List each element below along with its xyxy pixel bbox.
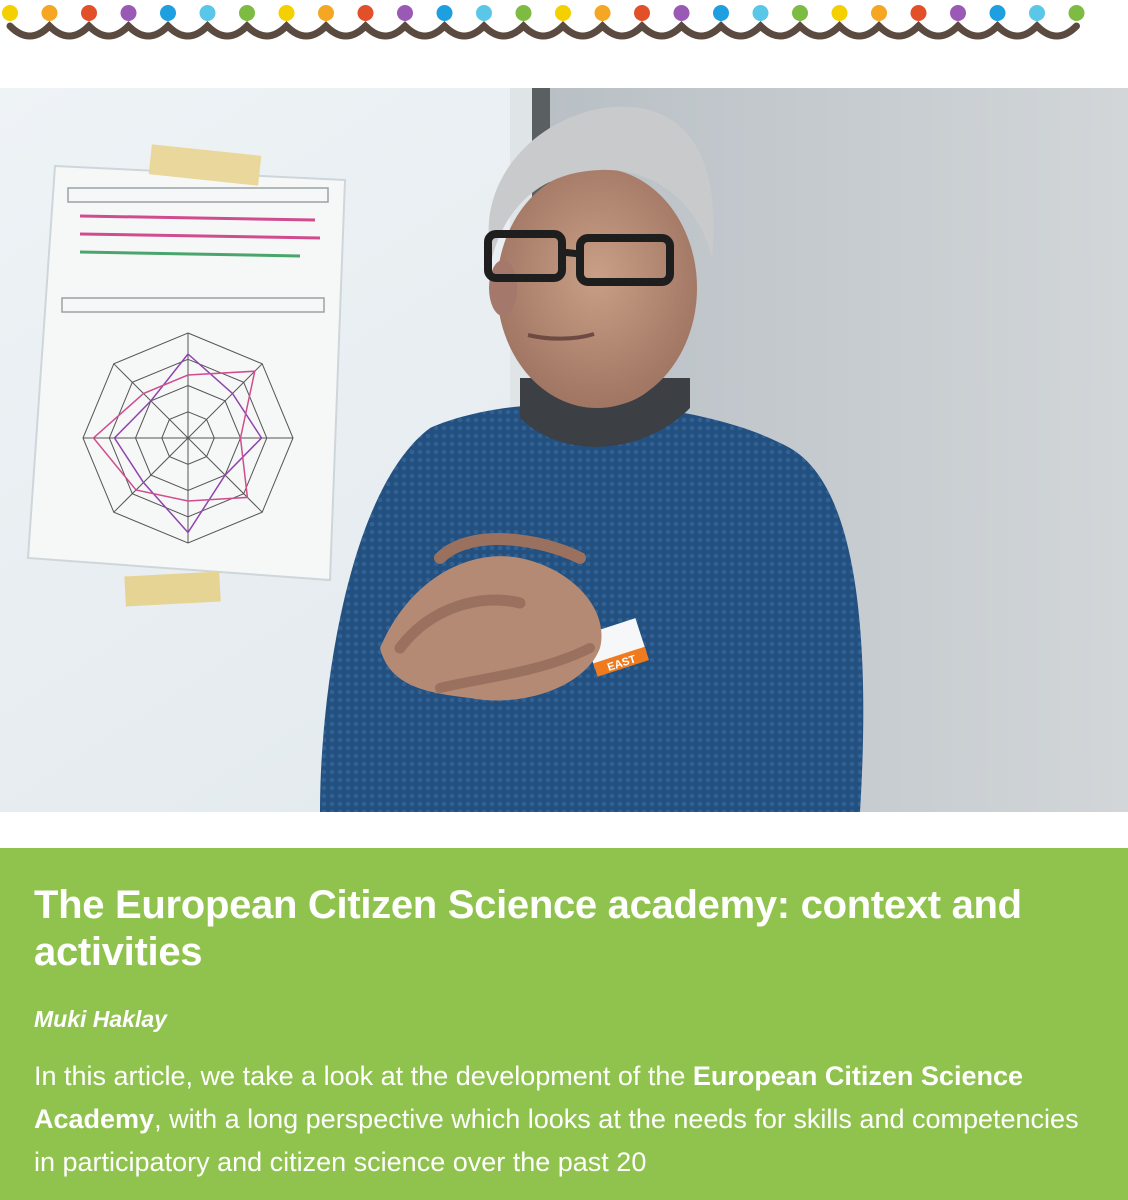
excerpt-text-before: In this article, we take a look at the development of the bbox=[34, 1061, 693, 1091]
badge-text: EAST bbox=[605, 653, 638, 674]
border-dot bbox=[358, 5, 374, 21]
excerpt-text-after: , with a long perspective which looks at the needs for skills and competencies in participatory and citizen science over the past 20 bbox=[34, 1104, 1079, 1177]
border-dot bbox=[832, 5, 848, 21]
border-dot bbox=[950, 5, 966, 21]
border-dot bbox=[200, 5, 216, 21]
border-dot bbox=[674, 5, 690, 21]
border-dot bbox=[476, 5, 492, 21]
border-dot bbox=[911, 5, 927, 21]
scallop-border-icon bbox=[10, 26, 1077, 36]
article-excerpt bbox=[34, 1055, 1104, 1184]
hero-photo bbox=[0, 88, 1128, 812]
poster-sheet bbox=[28, 144, 345, 606]
decorative-top-border bbox=[0, 0, 1128, 50]
border-dot bbox=[713, 5, 729, 21]
border-dot bbox=[2, 5, 18, 21]
border-dot bbox=[239, 5, 255, 21]
border-dot bbox=[595, 5, 611, 21]
border-dot bbox=[753, 5, 769, 21]
border-dot bbox=[990, 5, 1006, 21]
border-dot bbox=[318, 5, 334, 21]
border-dot bbox=[1029, 5, 1045, 21]
article-author[interactable]: Muki Haklay bbox=[34, 1006, 167, 1032]
border-dot bbox=[555, 5, 571, 21]
excerpt-highlight: European Citizen Science Academy bbox=[34, 1061, 1023, 1134]
border-dot bbox=[160, 5, 176, 21]
dot-row bbox=[2, 5, 1085, 21]
border-dot bbox=[42, 5, 58, 21]
border-dot bbox=[279, 5, 295, 21]
border-dot bbox=[1069, 5, 1085, 21]
border-dot bbox=[437, 5, 453, 21]
border-dot bbox=[397, 5, 413, 21]
border-dot bbox=[634, 5, 650, 21]
border-dot bbox=[81, 5, 97, 21]
article-title[interactable]: The European Citizen Science academy: context and activities bbox=[34, 883, 1022, 974]
border-dot bbox=[121, 5, 137, 21]
border-dot bbox=[516, 5, 532, 21]
border-dot bbox=[871, 5, 887, 21]
border-dot bbox=[792, 5, 808, 21]
article-card[interactable] bbox=[0, 848, 1128, 1200]
